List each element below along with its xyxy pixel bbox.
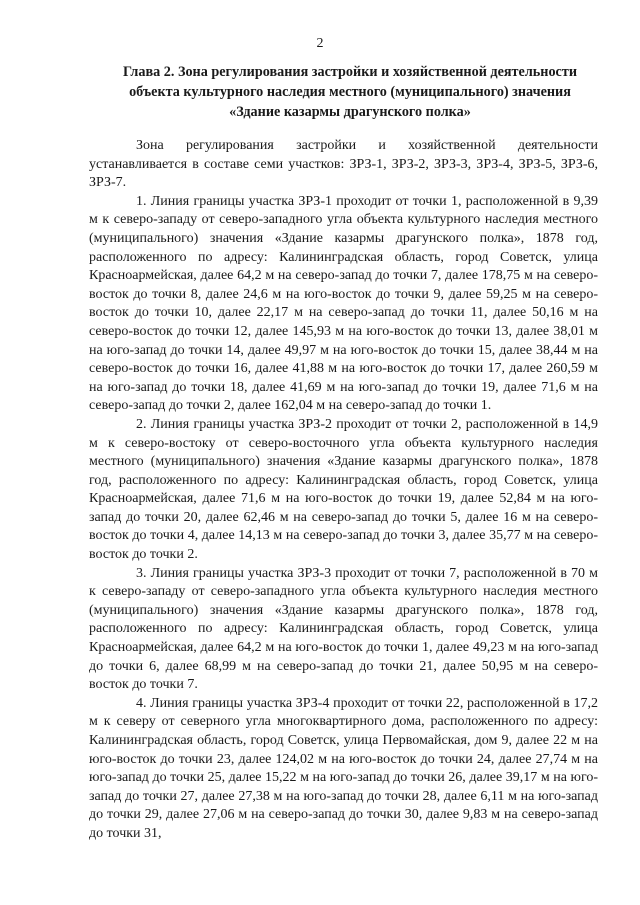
paragraph-zrz-1: 1. Линия границы участка ЗРЗ-1 проходит от точки 1, расположенной в 9,39 м к северо-западу от северо-западного угла объекта культурного наследия местного (муниципального) значения «Здание казармы драгунского полка», 1878 год, расположенного по адресу: Калининградская область, город Советск, улица Красноармейская, далее 64,2 м на северо-запад до точки 7, далее 178,75 м на северо-восток до точки 8, далее 24,6 м на юго-восток до точки 9, далее 59,25 м на северо-восток до точки 10, далее 22,17 м на северо-запад до точки 11, далее 50,16 м на северо-восток до точки 12, далее 145,93 м на юго-восток до точки 13, далее 38,01 м на юго-запад до точки 14, далее 49,97 м на юго-восток до точки 15, далее 38,44 м на северо-восток до точки 16, далее 41,88 м на юго-восток до точки 17, далее 260,59 м на юго-запад до точки 18, далее 41,69 м на юго-запад до точки 19, далее 71,6 м на северо-запад до точки 2, далее 162,04 м на северо-запад до точки 1. [89, 193, 598, 414]
paragraph-zrz-2: 2. Линия границы участка ЗРЗ-2 проходит от точки 2, расположенной в 14,9 м к северо-востоку от северо-восточного угла объекта культурного наследия местного (муниципального) значения «Здание казармы драгунского полка», 1878 год, расположенного по адресу: Калининградская область, город Советск, улица Красноармейская, далее 71,6 м на юго-восток до точки 19, далее 52,84 м на юго-запад до точки 20, далее 62,46 м на северо-запад до точки 5, далее 16 м на северо-восток до точки 4, далее 14,13 м на северо-запад до точки 3, далее 35,77 м на северо-восток до точки 2. [89, 416, 598, 563]
paragraph-zrz-3: 3. Линия границы участка ЗРЗ-3 проходит от точки 7, расположенной в 70 м к северо-западу от северо-западного угла объекта культурного наследия местного (муниципального) значения «Здание казармы драгунского полка», 1878 год, расположенного по адресу: Калининградская область, город Советск, улица Красноармейская, далее 64,2 м на юго-восток до точки 1, далее 49,23 м на юго-запад до точки 6, далее 68,99 м на северо-запад до точки 21, далее 50,95 м на северо-восток до точки 7. [89, 565, 598, 693]
heading-line-2: объекта культурного наследия местного (муниципального) значения [129, 84, 571, 100]
heading-line-3: «Здание казармы драгунского полка» [229, 104, 471, 120]
paragraph-zrz-4: 4. Линия границы участка ЗРЗ-4 проходит от точки 22, расположенной в 17,2 м к северу от северного угла многоквартирного дома, расположенного по адресу: Калининградская область, город Советск, улица Первомайская, дом 9, далее 22 м на юго-восток до точки 23, далее 124,02 м на юго-восток до точки 24, далее 27,74 м на юго-запад до точки 25, далее 15,22 м на юго-запад до точки 26, далее 39,17 м на юго-запад до точки 27, далее 27,38 м на юго-запад до точки 28, далее 6,11 м на юго-запад до точки 29, далее 27,06 м на северо-запад до точки 30, далее 9,83 м на северо-запад до точки 31, [89, 695, 598, 841]
paragraph-intro: Зона регулирования застройки и хозяйственной деятельности устанавливается в составе семи участков: ЗРЗ-1, ЗРЗ-2, ЗРЗ-3, ЗРЗ-4, ЗРЗ-5, ЗРЗ-6, ЗРЗ-7. [89, 138, 598, 191]
chapter-heading [90, 62, 610, 122]
page-number: 2 [316, 36, 324, 51]
heading-line-1: Глава 2. Зона регулирования застройки и хозяйственной деятельности [122, 64, 577, 80]
document-body [89, 137, 598, 844]
